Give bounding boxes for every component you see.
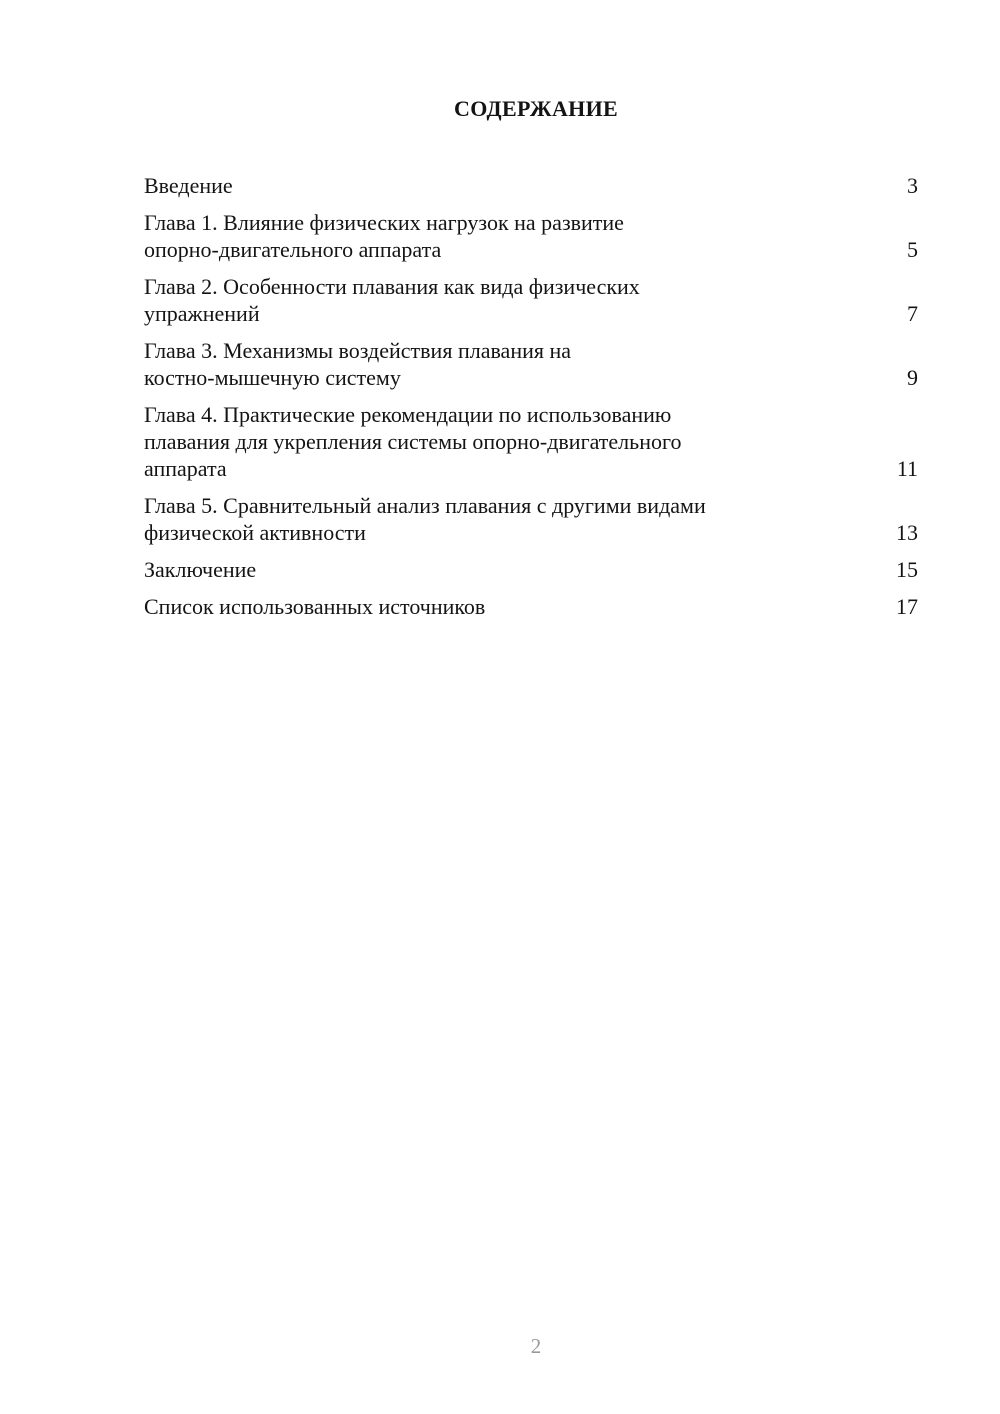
page-title: СОДЕРЖАНИЕ	[454, 96, 618, 121]
toc-entry-title	[144, 492, 706, 546]
toc-page-number: 3	[907, 173, 918, 198]
toc-entry-line: Глава 4. Практические рекомендации по использованию	[144, 402, 672, 427]
toc-entry-title	[144, 401, 681, 482]
toc-entry-references	[144, 593, 918, 620]
toc-entry-chapter-1	[144, 209, 918, 263]
toc-entry-line: Заключение	[144, 557, 257, 582]
toc-entry-line: Глава 5. Сравнительный анализ плавания с другими видами	[144, 493, 706, 518]
toc-entry-line: физической активности	[144, 520, 366, 545]
toc-entry-title	[144, 172, 233, 199]
toc-page-number: 5	[907, 237, 918, 262]
toc-entry-conclusion	[144, 556, 918, 583]
toc-page-number: 17	[896, 594, 918, 619]
toc-entry-introduction	[144, 172, 918, 199]
toc-entry-line: костно-мышечную систему	[144, 365, 401, 390]
toc-entry-title	[144, 593, 485, 620]
toc-entry-line: Глава 3. Механизмы воздействия плавания на	[144, 338, 572, 363]
toc-entry-chapter-5	[144, 492, 918, 546]
toc-page-number: 15	[896, 557, 918, 582]
toc-page-number: 7	[907, 301, 918, 326]
toc-page-number: 13	[896, 520, 918, 545]
toc-entry-line: упражнений	[144, 301, 260, 326]
toc-entry-line: опорно-двигательного аппарата	[144, 237, 442, 262]
toc-entry-title	[144, 337, 571, 391]
toc-entry-title	[144, 209, 624, 263]
toc-entry-line: Глава 1. Влияние физических нагрузок на развитие	[144, 210, 624, 235]
toc-entry-line: плавания для укрепления системы опорно-двигательного	[144, 429, 682, 454]
toc-entry-chapter-4	[144, 401, 918, 482]
toc-entry-line: Введение	[144, 173, 233, 198]
table-of-contents	[144, 172, 918, 630]
toc-page-number: 9	[907, 365, 918, 390]
toc-entry-title	[144, 273, 640, 327]
toc-entry-chapter-2	[144, 273, 918, 327]
toc-entry-line: Список использованных источников	[144, 594, 486, 619]
page-number: 2	[530, 1334, 542, 1358]
toc-entry-chapter-3	[144, 337, 918, 391]
toc-entry-line: аппарата	[144, 456, 227, 481]
toc-entry-line: Глава 2. Особенности плавания как вида физических	[144, 274, 640, 299]
toc-entry-title	[144, 556, 256, 583]
toc-page-number: 11	[896, 456, 918, 481]
